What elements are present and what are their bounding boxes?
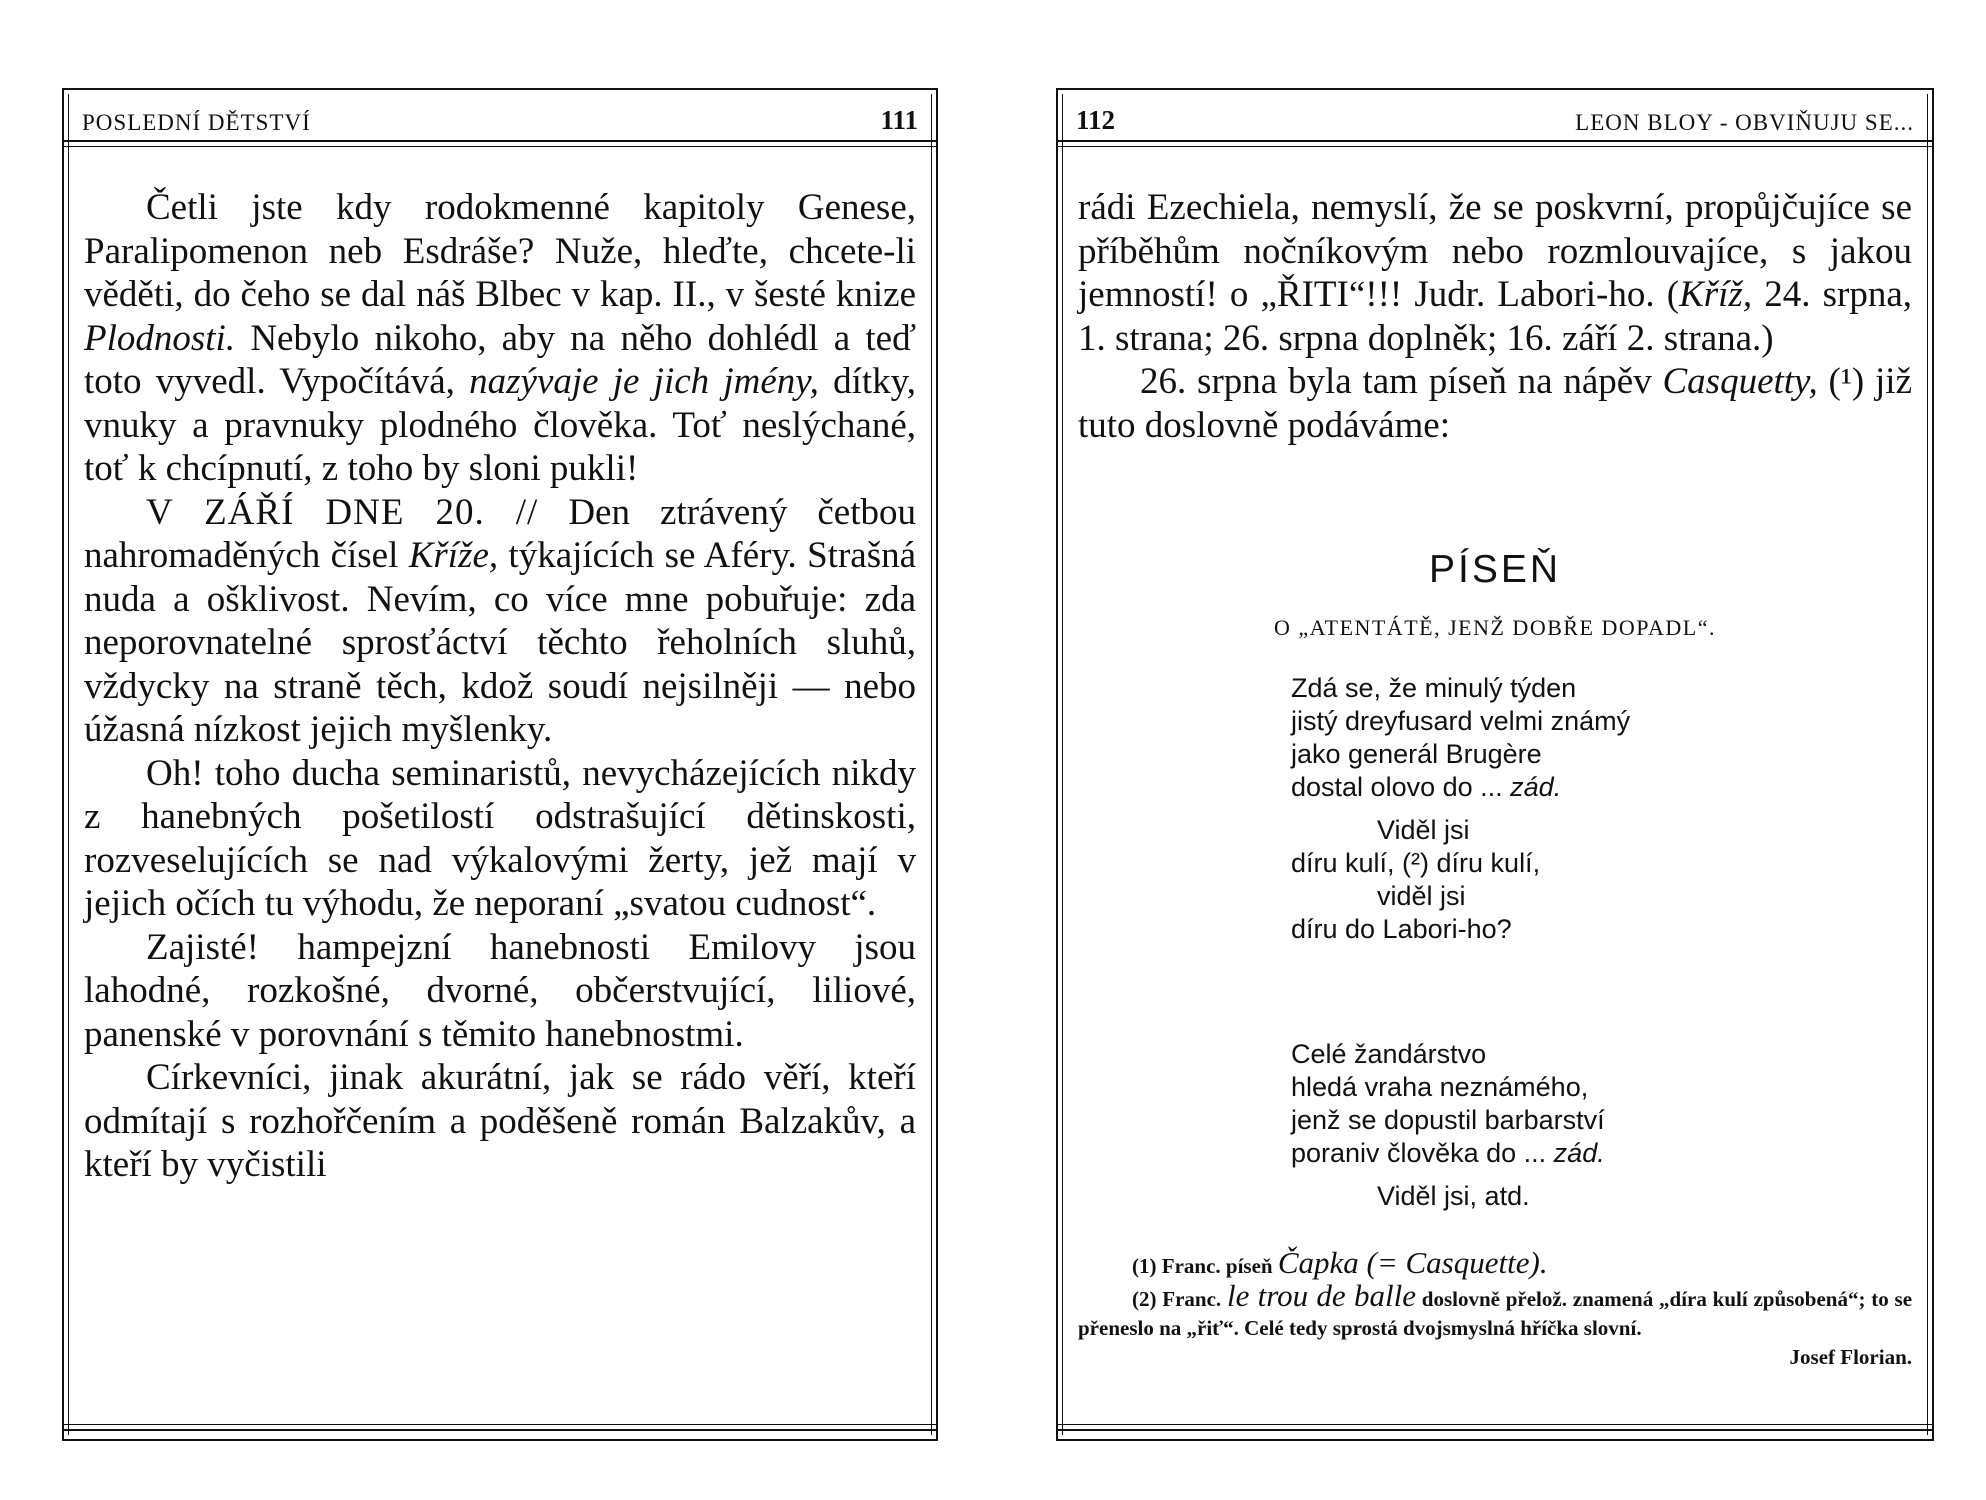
paragraph: Církevníci, jinak akurátní, jak se rádo věří, kteří odmítají s rozhořčením a poděšeně román Balzakův, a kteří by vyčistili [84, 1057, 916, 1185]
verse-line: jako generál Brugère [1291, 739, 1542, 769]
verse-line: díru kulí, (²) díru kulí, [1291, 848, 1541, 878]
verse-line: Viděl jsi, atd. [1377, 1181, 1530, 1211]
paragraph: Četli jste kdy rodokmenné kapitoly Genese, Paralipomenon neb Esdráše? Nuže, hleďte, chcete-li věděti, do čeho se dal náš Blbec v kap. II., v šesté knize Plodnosti. Nebylo nikoho, aby na něho dohlédl a teď toto vyvedl. Vypočítává, nazývaje je jich jmény, dítky, vnuky a pravnuky plodného člověka. Toť neslýchané, toť k chcípnutí, z toho by sloni pukli! [84, 187, 917, 489]
paragraph: Oh! toho ducha seminaristů, nevycházejících nikdy z hanebných pošetilostí odstrašující dětinskosti, rozveselujících se nad výkalovými žerty, jež mají v jejich očích tu výhodu, že neporaní „svatou cudnost“. [84, 752, 916, 924]
left-page [62, 88, 938, 1441]
verse-line: jistý dreyfusard velmi známý [1291, 706, 1631, 736]
song-verse [1291, 672, 1630, 946]
song-title: PÍSEŇ [1428, 548, 1562, 591]
header-rule [64, 140, 936, 142]
song-verse [1291, 1038, 1605, 1213]
body-text [84, 186, 916, 1187]
paragraph: Zajisté! hampejzní hanebnosti Emilovy jsou lahodné, rozkošné, dvorné, občerstvující, liliové, panenské v porovnání s těmito hanebnostmi. [84, 926, 916, 1055]
paragraph: 26. srpna byla tam píseň na nápěv Casquetty, (¹) již tuto doslovně podáváme: [1078, 361, 1913, 446]
verse-line: Viděl jsi [1377, 815, 1470, 845]
footnotes [1078, 1245, 1913, 1372]
footer-rule [64, 1424, 936, 1425]
header-rule [1058, 146, 1932, 147]
verse-line: díru do Labori-ho? [1291, 914, 1512, 944]
header-rule [1058, 140, 1932, 142]
running-title: LEON BLOY - OBVIŇUJU SE... [1575, 110, 1914, 135]
page-number: 111 [880, 105, 918, 135]
running-title: POSLEDNÍ DĚTSTVÍ [82, 110, 311, 135]
header-rule [64, 146, 936, 147]
running-head [82, 102, 918, 136]
footnote-1: (1) Franc. píseň Čapka (= Casquette). [1132, 1245, 1548, 1280]
footer-rule [1058, 1424, 1932, 1425]
page-number: 112 [1076, 105, 1116, 135]
paragraph: rádi Ezechiela, nemyslí, že se poskvrní, propůjčujíce se příběhům nočníkovým nebo rozmlouvajíce, s jakou jemností! o „ŘITI“!!! Judr. Labori-ho. (Kříž, 24. srpna, 1. strana; 26. srpna doplněk; 16. září 2. strana.) [1078, 187, 1912, 359]
date-heading: V ZÁŘÍ DNE 20. // [146, 491, 539, 533]
verse-line: viděl jsi [1377, 881, 1466, 911]
footnote-2: (2) Franc. le trou de balle doslovně přelož. znamená „díra kulí způsobená“; to se přeneslo na „řiť“. Celé tedy sprostá dvojsmyslná hříčka slovní. [1078, 1278, 1913, 1340]
verse-line: Zdá se, že minulý týden [1291, 673, 1577, 703]
paragraph: V ZÁŘÍ DNE 20. // Den ztrávený četbou nahromaděných čísel Kříže, týkajících se Aféry. Strašná nuda a ošklivost. Nevím, co více mne pobuřuje: zda neporovnatelné sprosťáctví těchto řeholních sluhů, vždycky na straně těch, kdož soudí nejsilněji — nebo úžasná nízkost jejich myšlenky. [84, 491, 917, 750]
song-subtitle: O „ATENTÁTĚ, JENŽ DOBŘE DOPADL“. [1274, 615, 1716, 640]
body-text [1078, 186, 1912, 447]
running-head [1076, 102, 1914, 136]
verse-line: hledá vraha neznámého, [1291, 1072, 1589, 1102]
verse-line: dostal olovo do ... zád. [1291, 772, 1562, 802]
verse-line: jenž se dopustil barbarství [1291, 1105, 1605, 1135]
footer-rule [1058, 1429, 1932, 1431]
verse-line: Celé žandárstvo [1291, 1039, 1487, 1069]
verse-line: poraniv člověka do ... zád. [1291, 1138, 1605, 1168]
signature: Josef Florian. [1789, 1345, 1912, 1369]
footer-rule [64, 1429, 936, 1431]
right-page [1056, 88, 1934, 1441]
